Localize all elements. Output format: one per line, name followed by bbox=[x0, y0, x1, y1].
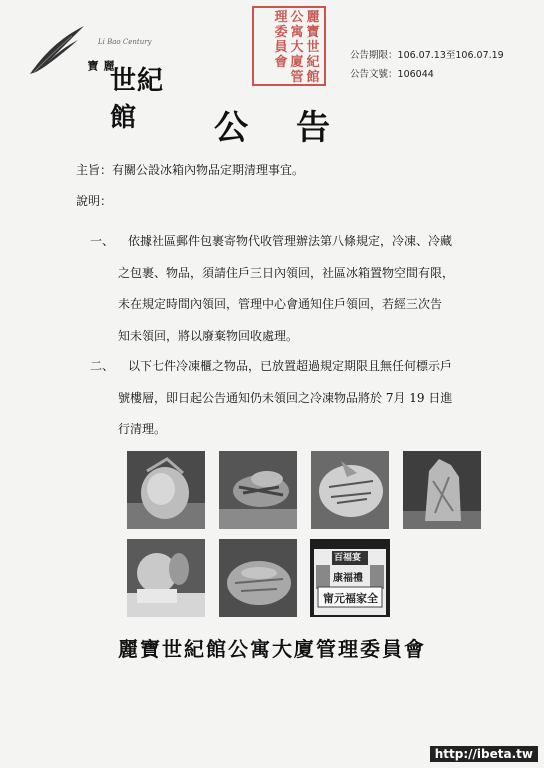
logo-script-text: Li Bao Century bbox=[98, 38, 152, 46]
seal-char: 委 bbox=[274, 25, 288, 40]
seal-char: 紀 bbox=[306, 55, 320, 70]
frozen-item-photo-4 bbox=[403, 451, 481, 529]
item-line: 以下七件冷凍櫃之物品，已放置超過規定期限且無任何標示戶 bbox=[128, 359, 453, 373]
seal-char: 寶 bbox=[306, 25, 320, 40]
seal-char: 管 bbox=[290, 70, 304, 85]
notice-meta bbox=[350, 46, 504, 84]
doc-number-value: 106044 bbox=[397, 69, 434, 80]
notice-item-2 bbox=[90, 351, 496, 446]
seal-char: 館 bbox=[306, 70, 320, 85]
gift-box-label-mid: 康福禮 bbox=[333, 573, 363, 584]
item-number: 一、 bbox=[90, 234, 115, 248]
committee-seal bbox=[252, 6, 326, 86]
item-line: 之包裹、物品，須請住戶三日內領回，社區冰箱置物空間有限， bbox=[118, 265, 455, 280]
seal-char: 大 bbox=[290, 40, 304, 55]
notice-title: 公告 bbox=[214, 108, 378, 148]
frozen-item-photo-1 bbox=[127, 451, 205, 529]
seal-char: 世 bbox=[306, 40, 320, 55]
notice-period-row: 公告期限：106.07.13至106.07.19 bbox=[350, 50, 504, 61]
logo-sub-text: 麗寶 bbox=[86, 60, 115, 71]
notice-explain-label: 說明： bbox=[76, 194, 113, 208]
doc-number-row: 公告文號：106044 bbox=[350, 69, 434, 80]
frozen-gift-box-photo bbox=[310, 539, 390, 617]
seal-char: 會 bbox=[274, 55, 288, 70]
gift-box-label-bottom: 甯元福家全 bbox=[323, 592, 378, 605]
seal-char: 麗 bbox=[306, 10, 320, 25]
item-number: 二、 bbox=[90, 359, 115, 373]
notice-period-label: 公告期限 bbox=[350, 50, 389, 61]
item-line: 未在規定時間內領回，管理中心會通知住戶領回，若經三次告 bbox=[118, 297, 443, 311]
item-line: 依據社區郵件包裹寄物代收管理辦法第八條規定，冷凍、冷藏 bbox=[128, 234, 453, 248]
seal-char: 員 bbox=[274, 40, 288, 55]
notice-period-value: 106.07.13至106.07.19 bbox=[397, 50, 504, 61]
seal-char: 寓 bbox=[290, 25, 304, 40]
logo-main-text: 世紀館 bbox=[110, 66, 165, 133]
frozen-item-photo-3 bbox=[311, 451, 389, 529]
seal-char: 公 bbox=[290, 10, 304, 25]
notice-item-1 bbox=[90, 226, 496, 352]
site-watermark: http://ibeta.tw bbox=[430, 746, 538, 762]
item-line: 行清理。 bbox=[118, 422, 167, 436]
frozen-item-photo-6 bbox=[219, 539, 297, 617]
seal-char: 廈 bbox=[290, 55, 304, 70]
notice-subject: 主旨：有關公設冰箱內物品定期清理事宜。 bbox=[76, 163, 305, 177]
logo bbox=[26, 24, 176, 133]
frozen-item-photo-5 bbox=[127, 539, 205, 617]
feather-logo-icon bbox=[26, 24, 86, 76]
item-line: 知未領回，將以廢棄物回收處理。 bbox=[118, 328, 299, 343]
seal-char: 理 bbox=[274, 10, 288, 25]
gift-box-label-top: 百福宴 bbox=[334, 553, 362, 563]
item-line: 號樓層，即日起公告通知仍未領回之冷凍物品將於 7月 19 日進 bbox=[118, 390, 453, 405]
committee-signature: 麗寶世紀館公寓大廈管理委員會 bbox=[118, 637, 426, 661]
frozen-item-photo-2 bbox=[219, 451, 297, 529]
doc-number-label: 公告文號 bbox=[350, 69, 389, 80]
